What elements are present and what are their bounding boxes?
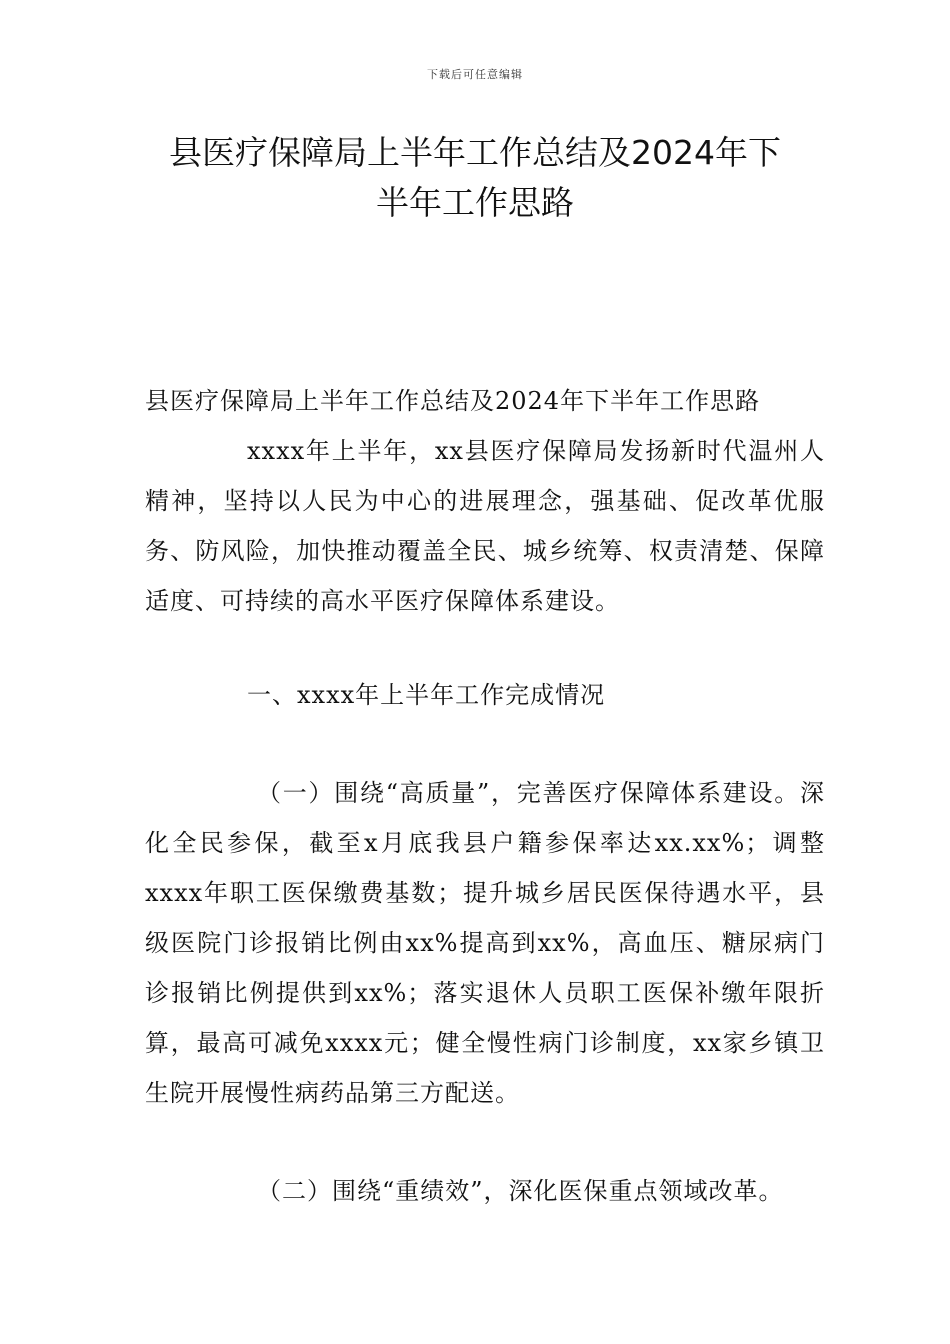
body-subtitle: 县医疗保障局上半年工作总结及2024年下半年工作思路 — [145, 387, 761, 415]
title-line-1: 县医疗保障局上半年工作总结及2024年下 — [169, 133, 781, 172]
subsection-1-paragraph: （一）围绕“高质量”，完善医疗保障体系建设。深化全民参保，截至x月底我县户籍参保率达xx.xx%；调整xxxx年职工医保缴费基数；提升城乡居民医保待遇水平，县级医院门诊报销比例由xx%提高到xx%，高血压、糖尿病门诊报销比例提供到xx%；落实退休人员职工医保补缴年限折算，最高可减免xxxx元；健全慢性病门诊制度，xx家乡镇卫生院开展慢性病药品第三方配送。 — [145, 779, 825, 1107]
section-heading: 一、xxxx年上半年工作完成情况 — [247, 681, 606, 709]
subsection-2-heading: （二）围绕“重绩效”，深化医保重点领域改革。 — [257, 1177, 784, 1205]
header-note: 下载后可任意编辑 — [427, 68, 523, 81]
document-title — [120, 128, 830, 228]
document-body — [145, 376, 825, 1216]
intro-paragraph: xxxx年上半年，xx县医疗保障局发扬新时代温州人精神，坚持以人民为中心的进展理念，强基础、促改革优服务、防风险，加快推动覆盖全民、城乡统筹、权责清楚、保障适度、可持续的高水平医疗保障体系建设。 — [145, 437, 825, 615]
title-line-2: 半年工作思路 — [376, 183, 574, 222]
